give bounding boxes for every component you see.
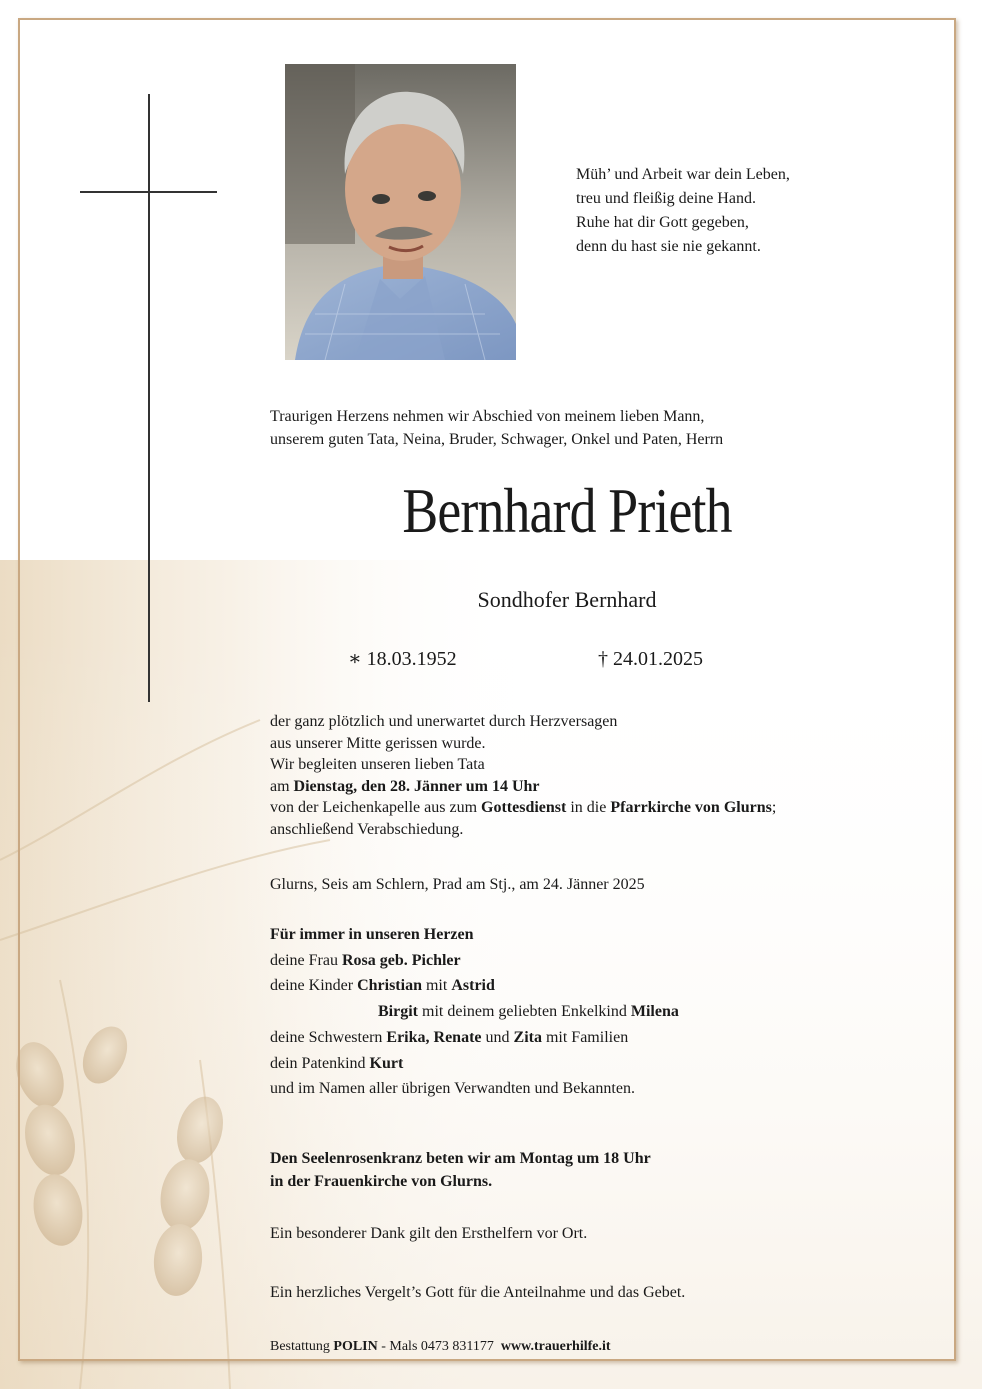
partner-name: Astrid — [451, 977, 495, 995]
intro-line: Traurigen Herzens nehmen wir Abschied von meinem lieben Mann, — [270, 408, 705, 425]
rosary-notice — [270, 1147, 651, 1193]
family-line: und im Namen aller übrigen Verwandten und Bekannten. — [270, 1080, 635, 1098]
child-name: Birgit — [378, 1003, 418, 1021]
rosary-line: in der Frauenkirche von Glurns. — [270, 1173, 493, 1190]
family-heading — [270, 922, 679, 948]
poem-line: Müh’ und Arbeit war dein Leben, — [576, 166, 790, 183]
funeral-home-contact: - Mals 0473 831177 — [377, 1339, 501, 1354]
death-date: † 24.01.2025 — [598, 648, 703, 670]
funeral-announcement — [270, 711, 776, 840]
family-line — [270, 1025, 679, 1051]
deceased-name: Bernhard Prieth — [402, 475, 732, 546]
family-list — [270, 922, 679, 1102]
announcement-line: anschließend Verabschiedung. — [270, 820, 464, 838]
poem-line: treu und fleißig deine Hand. — [576, 190, 756, 207]
text-fragment: mit deinem geliebten Enkelkind — [418, 1003, 631, 1021]
intro-text — [270, 405, 723, 451]
birth-date: ∗ 18.03.1952 — [348, 648, 457, 670]
text-fragment: mit — [421, 977, 452, 995]
heading-text: Für immer in unseren Herzen — [270, 926, 474, 943]
godchild-name: Kurt — [369, 1054, 404, 1072]
text-fragment: von der Leichenkapelle aus zum — [270, 799, 482, 816]
text-fragment: am — [270, 777, 294, 795]
place-and-date: Glurns, Seis am Schlern, Prad am Stj., am 24. Jänner 2025 — [270, 876, 645, 893]
announcement-line — [270, 797, 776, 819]
text-fragment: dein Patenkind — [270, 1054, 370, 1072]
announcement-line — [270, 776, 776, 798]
announcement-line: aus unserer Mitte gerissen wurde. — [270, 734, 486, 752]
thanks-first-responders: Ein besonderer Dank gilt den Ersthelfern vor Ort. — [270, 1225, 588, 1242]
website-link[interactable]: www.trauerhilfe.it — [500, 1339, 611, 1354]
text-fragment: in die — [566, 799, 611, 816]
poem-line: denn du hast sie nie gekannt. — [576, 238, 761, 255]
sister-names: Erika, Renate — [386, 1028, 482, 1046]
rosary-line: Den Seelenrosenkranz beten wir am Montag um 18 Uhr — [270, 1150, 651, 1167]
funeral-home-footer — [270, 1337, 611, 1357]
family-line — [270, 973, 679, 999]
sister-name: Zita — [513, 1028, 542, 1046]
text-fragment: ; — [771, 799, 777, 816]
text-fragment: und — [481, 1028, 514, 1046]
poem — [576, 163, 790, 259]
text-fragment: deine Frau — [270, 951, 342, 969]
text-fragment: mit Familien — [541, 1028, 629, 1046]
announcement-line: der ganz plötzlich und unerwartet durch Herzversagen — [270, 713, 618, 730]
poem-line: Ruhe hat dir Gott gegeben, — [576, 214, 749, 231]
funeral-date: Dienstag, den 28. Jänner um 14 Uhr — [293, 777, 540, 795]
grandchild-name: Milena — [630, 1003, 679, 1021]
announcement-line: Wir begleiten unseren lieben Tata — [270, 756, 485, 773]
portrait-photo — [285, 64, 516, 360]
cross-icon-horizontal — [80, 191, 217, 193]
family-line — [270, 948, 679, 974]
service-label: Gottesdienst — [481, 799, 567, 816]
text-fragment: deine Schwestern — [270, 1028, 387, 1046]
family-line — [270, 999, 679, 1025]
text-fragment: Bestattung — [270, 1339, 334, 1354]
church-name: Pfarrkirche von Glurns — [610, 799, 772, 816]
child-name: Christian — [357, 977, 422, 995]
thanks-condolences: Ein herzliches Vergelt’s Gott für die Anteilnahme und das Gebet. — [270, 1284, 686, 1301]
farm-name: Sondhofer Bernhard — [477, 587, 657, 612]
wife-name: Rosa geb. Pichler — [341, 951, 461, 969]
text-fragment: deine Kinder — [270, 977, 358, 995]
family-line — [270, 1051, 679, 1077]
intro-line: unserem guten Tata, Neina, Bruder, Schwager, Onkel und Paten, Herrn — [270, 431, 724, 448]
funeral-home-name: POLIN — [333, 1339, 378, 1354]
